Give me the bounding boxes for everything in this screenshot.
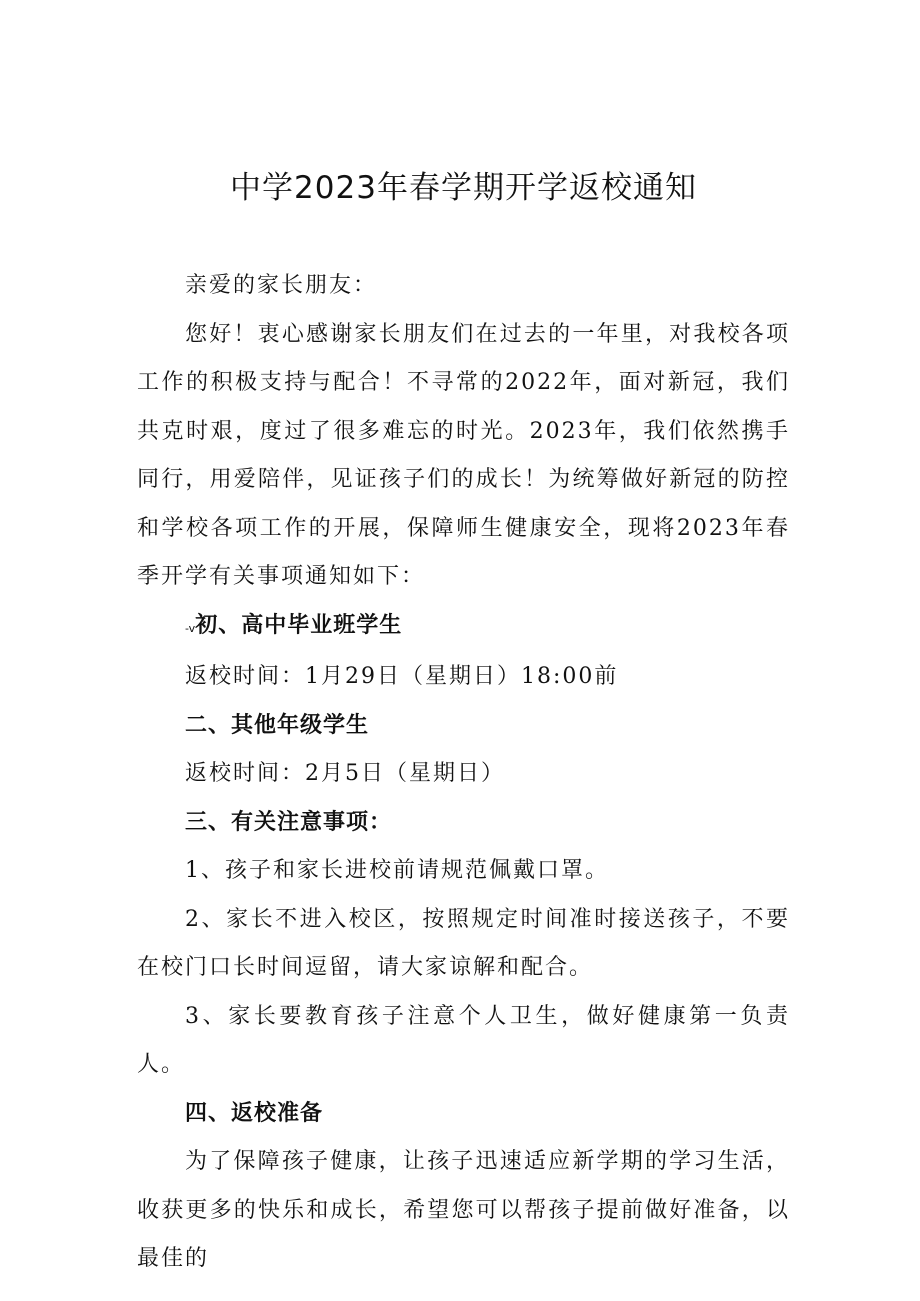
document-title: 中学2023年春学期开学返校通知 xyxy=(230,170,697,206)
section-heading-2: 二、其他年级学生 xyxy=(185,712,370,738)
return-time-graduating: 返校时间：1月29日（星期日）18:00前 xyxy=(185,664,619,689)
notice-item-3: 3、家长要教育孩子注意个人卫生，做好健康第一负责人。 xyxy=(137,1003,790,1077)
heading-prefix-artifact: -v xyxy=(185,621,196,635)
section-heading-1-text: 初、高中毕业班学生 xyxy=(195,612,403,638)
return-time-other-grades: 返校时间：2月5日（星期日） xyxy=(185,761,505,786)
preparation-paragraph: 为了保障孩子健康，让孩子迅速适应新学期的学习生活，收获更多的快乐和成长，希望您可以帮孩子提前做好准备，以最佳的 xyxy=(137,1149,790,1271)
greeting-paragraph: 亲爱的家长朋友： xyxy=(185,273,378,298)
notice-item-2: 2、家长不进入校区，按照规定时间准时接送孩子，不要在校门口长时间逗留，请大家谅解和配合。 xyxy=(137,906,790,980)
section-heading-3: 三、有关注意事项： xyxy=(185,809,393,835)
section-heading-1 xyxy=(137,602,790,654)
notice-item-1: 1、孩子和家长进校前请规范佩戴口罩。 xyxy=(185,858,609,883)
document-body xyxy=(137,262,790,1284)
intro-paragraph: 您好！衷心感谢家长朋友们在过去的一年里，对我校各项工作的积极支持与配合！不寻常的2022年，面对新冠，我们共克时艰，度过了很多难忘的时光。2023年，我们依然携手同行，用爱陪伴，见证孩子们的成长！为统筹做好新冠的防控和学校各项工作的开展，保障师生健康安全，现将2023年春季开学有关事项通知如下： xyxy=(137,321,790,589)
section-heading-4: 四、返校准备 xyxy=(185,1100,324,1126)
